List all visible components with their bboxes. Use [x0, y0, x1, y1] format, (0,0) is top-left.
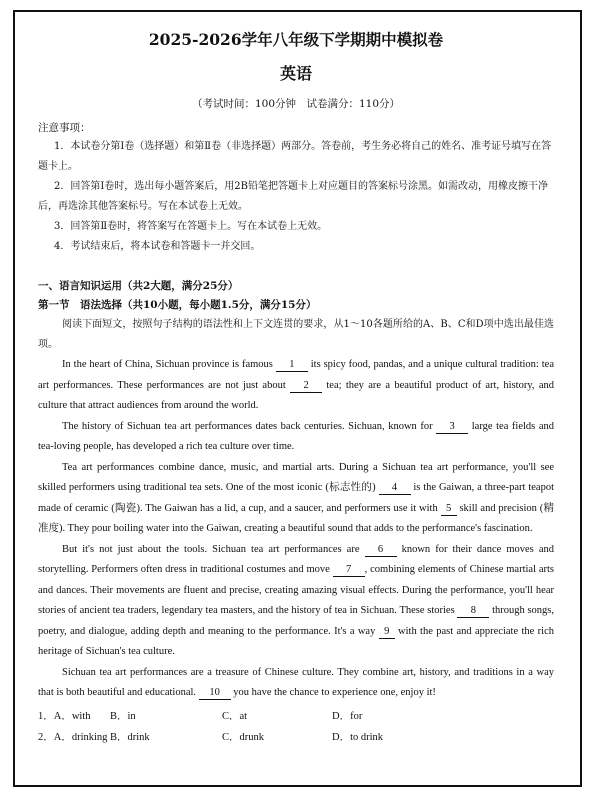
blank-2: 2 [290, 380, 322, 393]
passage-paragraph-2 [38, 417, 554, 458]
passage-text: In the heart of China, Sichuan province is famous [62, 359, 276, 370]
passage-text: its spicy food, pandas, and a unique cultural tradition: tea art performances. These performances are not just about [38, 359, 554, 391]
passage-text: skill and precision (精准度). They pour boiling water into the Gaiwan, creating a beautiful sound that adds to the performance's fascination. [38, 502, 555, 534]
exam-title: 2025-2026学年八年级下学期期中模拟卷 [148, 30, 444, 49]
passage-text: , combining elements of Chinese martial arts and dances. Their movements are fluent and precise, creating amazing visual effects. During the performance, you'll hear stories of ancient tea traders, legendary tea masters, and the history of tea in Sichuan. These stories [38, 564, 554, 616]
subject-title: 英语 [279, 64, 312, 83]
blank-4: 4 [379, 482, 411, 495]
question-number: 2． [38, 731, 54, 743]
blank-6: 6 [365, 544, 397, 557]
notice-heading: 注意事项： [38, 122, 91, 134]
option-d[interactable]: D．to drink [332, 731, 384, 743]
passage-text: through songs, poetry, and dialogue, adding depth and meaning to the performance. It's a way [38, 605, 554, 637]
passage-text: with the past and appreciate the rich heritage of Sichuan's tea culture. [38, 625, 554, 657]
question-options-row [38, 727, 554, 748]
passage-text: Sichuan tea art performances are a treasure of Chinese culture. They combine art, history, and traditions in a way that is both beautiful and educational. [38, 666, 554, 698]
blank-1: 1 [276, 359, 308, 372]
option-c[interactable]: C．at [222, 710, 248, 722]
blank-3: 3 [436, 421, 468, 434]
option-number [38, 706, 110, 727]
notice-item: 3．回答第Ⅱ卷时，将答案写在答题卡上。写在本试卷上无效。 [54, 221, 328, 232]
option-a[interactable]: A．with [53, 710, 91, 722]
passage-text: The history of Sichuan tea art performances dates back centuries. Sichuan, known for [62, 420, 437, 432]
question-number: 1． [38, 710, 54, 722]
exam-info: （考试时间：100分钟 试卷满分：110分） [191, 98, 401, 110]
blank-9: 9 [379, 626, 395, 639]
option-c[interactable]: C．drunk [222, 731, 264, 743]
option-number [38, 727, 110, 748]
notice-item: 2．回答第Ⅰ卷时，选出每小题答案后，用2B铅笔把答题卡上对应题目的答案标号涂黑。如需改动，用橡皮擦干净后，再选涂其他答案标号。写在本试卷上无效。 [38, 181, 549, 212]
blank-10: 10 [199, 687, 231, 700]
blank-5: 5 [441, 503, 457, 516]
instructions: 阅读下面短文，按照句子结构的语法性和上下文连贯的要求，从1～10各题所给的A、B、C和D项中选出最佳选项。 [38, 319, 554, 350]
blank-8: 8 [457, 605, 489, 618]
passage-text: Tea art performances combine dance, music, and martial arts. During a Sichuan tea art performance, you'll see skilled performers using traditional tea sets. One of the most iconic (标志性的) [38, 461, 554, 493]
passage-paragraph-3 [38, 458, 554, 540]
passage-paragraph-5 [38, 663, 554, 704]
passage-text: you have the chance to experience one, enjoy it! [230, 687, 436, 698]
notice-item: 4．考试结束后，将本试卷和答题卡一并交回。 [54, 241, 261, 252]
question-options-row [38, 706, 554, 727]
passage-text: is the Gaiwan, a three-part teapot made of ceramic (陶瓷). The Gaiwan has a lid, a cup, and a saucer, and performers use it with [38, 482, 554, 514]
option-b[interactable]: B．drink [110, 731, 150, 743]
blank-7: 7 [333, 564, 365, 577]
option-b[interactable]: B．in [110, 710, 136, 722]
passage-text: tea; they are a beautiful product of art, history, and culture that attract audiences from around the world. [38, 379, 554, 411]
option-a[interactable]: A．drinking [53, 731, 108, 743]
notice-item: 1．本试卷分第Ⅰ卷（选择题）和第Ⅱ卷（非选择题）两部分。答卷前，考生务必将自己的姓名、准考证号填写在答题卡上。 [38, 141, 552, 172]
passage-text: large tea fields and tea-loving people, has developed a rich tea culture over time. [38, 420, 554, 452]
answer-options [38, 706, 554, 748]
exam-paper [38, 30, 554, 748]
passage-paragraph-1 [38, 355, 554, 417]
passage-text: known for their dance moves and storytelling. Performers often dress in traditional costumes and move [38, 543, 554, 575]
passage-text: But it's not just about the tools. Sichuan tea art performances are [62, 543, 365, 555]
subsection-heading: 第一节 语法选择（共10小题，每小题1.5分，满分15分） [38, 299, 317, 311]
passage-paragraph-4 [38, 540, 554, 663]
section-heading: 一、语言知识运用（共2大题，满分25分） [38, 280, 239, 292]
option-d[interactable]: D．for [332, 710, 363, 722]
